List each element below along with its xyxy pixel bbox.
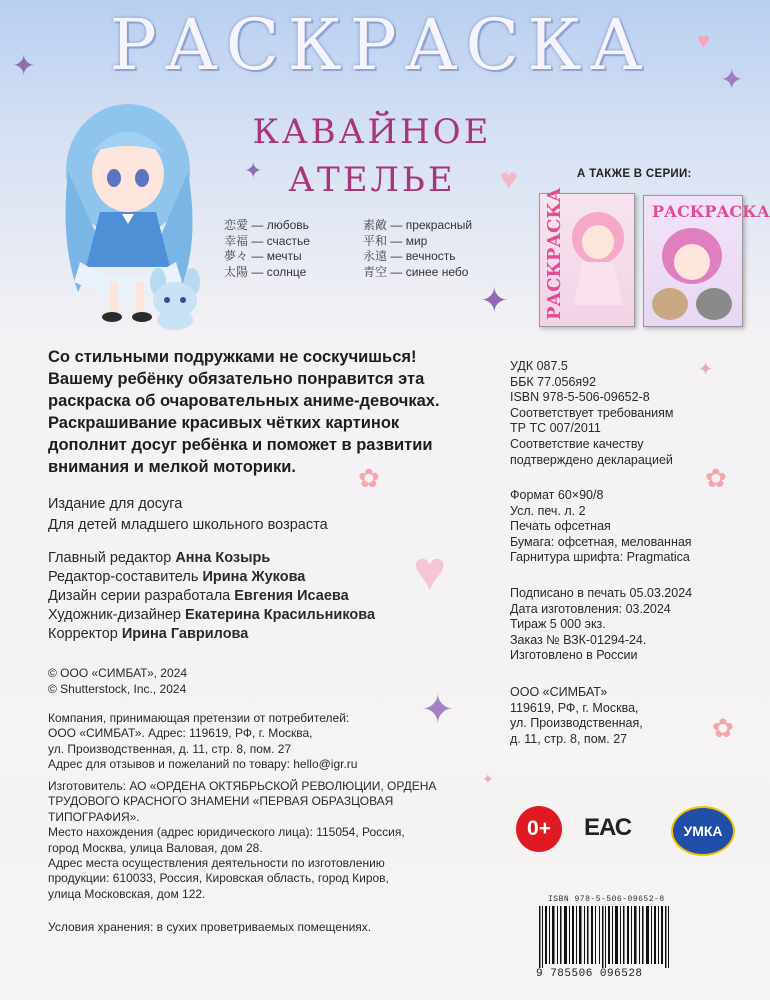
claims-line: Адрес для отзывов и пожеланий по товару: hello@igr.ru [48,757,358,772]
barcode-isbn: ISBN 978-5-506-09652-8 [548,895,665,904]
dictionary-right [363,218,513,280]
series-book-1-art [566,210,630,320]
credit-name: Ирина Жукова [202,569,306,585]
credit-name: Ирина Гаврилова [121,626,249,642]
credit-name: Анна Козырь [175,550,271,566]
credit-line [48,587,468,606]
claims-line: ул. Производственная, д. 11, стр. 8, пом. 27 [48,741,292,756]
publisher-line: ООО «СИМБАТ» [510,685,608,699]
barcode-bars [537,906,677,968]
classification-line: Соответствует требованиям [510,405,674,420]
format-line: Бумага: офсетная, мелованная [510,534,692,549]
series-book-1[interactable] [539,187,635,327]
edition-line: Для детей младшего школьного возраста [48,517,328,533]
intro-line: внимания и мелкой моторики. [48,458,296,476]
series-book-2-art [650,226,736,322]
cover-title: РАСКРАСКА [109,4,651,86]
dictionary-row [363,249,513,265]
sparkle-icon: ✦ [12,50,36,81]
manufacturer-line: Место нахождения (адрес юридического лица): 115054, Россия, [48,825,405,840]
publisher-line: д. 11, стр. 8, пом. 27 [510,731,628,746]
intro-line: раскраска об очаровательных аниме-девочках. [48,392,440,410]
storage-conditions: Условия хранения: в сухих проветриваемых помещениях. [48,920,372,934]
credit-line [48,625,468,644]
translation: — вечность [390,249,456,263]
classification-line: УДК 087.5 [510,359,568,373]
translation: — мир [390,233,428,248]
series-label: А ТАКЖЕ В СЕРИИ: [577,168,692,180]
dictionary-row [224,218,344,234]
manufacturer-line: ТИПОГРАФИЯ». [48,809,140,824]
credit-role: Редактор-составитель [48,569,203,585]
dictionary-row [224,249,344,265]
age-rating-badge: 0+ [516,806,562,852]
intro-text [48,346,488,478]
kanji: 平和 [363,233,388,248]
flower-icon: ✿ [705,463,727,493]
dictionary-row [224,265,344,281]
credit-line [48,549,468,568]
credit-role: Дизайн серии разработала [48,588,235,604]
format-line: Печать офсетная [510,519,611,534]
manufacturer-line: продукции: 610033, Россия, Кировская область, город Киров, [48,871,389,886]
credit-name: Екатерина Красильникова [185,607,376,623]
copyright-line: © Shutterstock, Inc., 2024 [48,682,187,696]
series-book-2[interactable] [643,195,770,327]
translation: — мечты [251,249,302,263]
format-line: Гарнитура шрифта: Pragmatica [510,550,690,565]
copyright-block [48,665,448,697]
claims-line: ООО «СИМБАТ». Адрес: 119619, РФ, г. Москва, [48,726,313,741]
claims-line: Компания, принимающая претензии от потребителей: [48,711,350,725]
intro-line: Раскрашивание красивых чётких картинок [48,414,400,432]
translation: — счастье [251,233,310,248]
heart-icon: ♥ [413,539,447,602]
barcode-digits: 9 785506 096528 [536,968,643,980]
credit-role: Корректор [48,626,122,642]
credit-name: Евгения Исаева [234,588,349,604]
translation: — любовь [251,218,309,232]
kanji: 青空 [363,264,388,279]
manufacturer-line: улица Московская, дом 122. [48,886,206,901]
credit-role: Художник-дизайнер [48,607,185,623]
printing-line: Заказ № ВЗК-01294-24. [510,632,647,647]
heart-icon: ♥ [697,28,711,53]
intro-line: Вашему ребёнку обязательно понравится эта [48,370,425,388]
credit-role: Главный редактор [48,550,176,566]
intro-line: дополнит досуг ребёнка и поможет в развитии [48,436,433,454]
manufacturer-line: Изготовитель: АО «ОРДЕНА ОКТЯБРЬСКОЙ РЕВОЛЮЦИИ, ОРДЕНА [48,779,437,793]
translation: — синее небо [390,264,469,279]
classification-line: ISBN 978-5-506-09652-8 [510,390,650,405]
classification-line: ТР ТС 007/2011 [510,421,601,436]
format-block [510,488,740,566]
kanji: 幸福 [224,233,249,248]
credit-line [48,606,468,625]
kanji: 素敵 [363,218,388,232]
manufacturer-line: Адрес места осуществления деятельности по изготовлению [48,856,385,871]
translation: — прекрасный [390,218,473,232]
publisher-block [510,685,740,747]
classification-line: подтверждено декларацией [510,452,673,467]
sparkle-icon: ✦ [482,771,494,787]
sparkle-icon: ✦ [421,688,455,732]
format-line: Формат 60×90/8 [510,488,604,502]
eac-mark: ЕАС [584,814,632,841]
format-line: Усл. печ. л. 2 [510,503,586,518]
printing-block [510,586,740,664]
kanji: 恋愛 [224,218,249,232]
dictionary-row [363,234,513,250]
classification-block [510,359,740,468]
series-book-1-title: РАСКРАСКА [544,187,565,320]
dictionary-row [363,265,513,281]
credit-line [48,568,468,587]
classification-line: ББК 77.056я92 [510,374,597,389]
sparkle-icon: ✦ [480,282,509,320]
dictionary-row [224,234,344,250]
publisher-line: 119619, РФ, г. Москва, [510,700,639,715]
printing-line: Подписано в печать 05.03.2024 [510,586,693,600]
manufacturer-block [48,779,468,902]
copyright-line: © ООО «СИМБАТ», 2024 [48,666,187,680]
umka-logo: УМКА [671,806,735,856]
kanji: 夢々 [224,249,249,263]
intro-line: Со стильными подружками не соскучишься! [48,348,417,366]
flower-icon: ✿ [358,463,380,493]
dictionary-left [224,218,344,280]
kanji: 永遠 [363,249,388,263]
manufacturer-line: ТРУДОВОГО КРАСНОГО ЗНАМЕНИ «ПЕРВАЯ ОБРАЗЦОВАЯ [48,794,394,809]
printing-line: Изготовлено в России [510,648,638,663]
edition-line: Издание для досуга [48,496,183,512]
printing-line: Дата изготовления: 03.2024 [510,601,671,616]
flower-icon: ✿ [712,713,734,743]
heart-icon: ♥ [500,163,518,196]
translation: — солнце [251,264,307,279]
sparkle-icon: ✦ [720,64,744,95]
series-book-2-title: РАСКРАСКА [652,202,770,221]
manufacturer-line: город Москва, улица Валовая, дом 28. [48,840,263,855]
dictionary-row [363,218,513,234]
publisher-line: ул. Производственная, [510,716,643,731]
edition-block [48,494,468,536]
credits-block [48,549,468,644]
cover-subtitle-line2: АТЕЛЬЕ [288,160,456,200]
classification-line: Соответствие качеству [510,436,644,451]
sparkle-icon: ✦ [244,158,263,183]
claims-block [48,711,448,773]
bunny-illustration [140,268,210,330]
cover-subtitle-line1: КАВАЙНОЕ [252,112,492,152]
kanji: 太陽 [224,264,249,279]
printing-line: Тираж 5 000 экз. [510,617,606,632]
sparkle-icon: ✦ [698,359,714,379]
